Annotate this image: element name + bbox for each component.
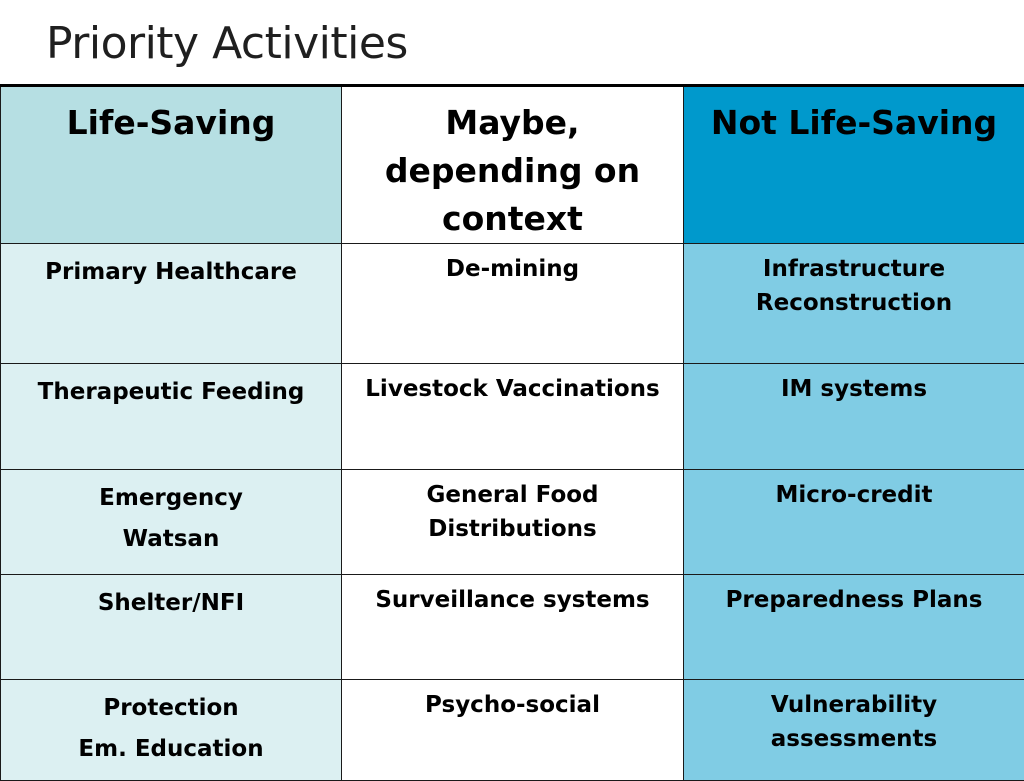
slide-title: Priority Activities bbox=[46, 18, 408, 69]
table-row bbox=[1, 244, 1024, 364]
table-row bbox=[1, 680, 1024, 781]
priority-activities-table bbox=[0, 84, 1024, 781]
cell-life-saving: Shelter/NFI bbox=[1, 575, 342, 680]
header-maybe: Maybe, depending on context bbox=[342, 86, 684, 244]
cell-not-life-saving: Preparedness Plans bbox=[684, 575, 1024, 680]
cell-maybe: General Food Distributions bbox=[342, 470, 684, 575]
cell-not-life-saving: Micro-credit bbox=[684, 470, 1024, 575]
cell-life-saving: Protection Em. Education bbox=[1, 680, 342, 781]
table-row bbox=[1, 575, 1024, 680]
table-row bbox=[1, 364, 1024, 470]
cell-life-saving: Primary Healthcare bbox=[1, 244, 342, 364]
cell-not-life-saving: Vulnerability assessments bbox=[684, 680, 1024, 781]
cell-not-life-saving: Infrastructure Reconstruction bbox=[684, 244, 1024, 364]
cell-maybe: De-mining bbox=[342, 244, 684, 364]
header-life-saving: Life-Saving bbox=[1, 86, 342, 244]
table-row bbox=[1, 470, 1024, 575]
cell-maybe: Livestock Vaccinations bbox=[342, 364, 684, 470]
cell-life-saving: Emergency Watsan bbox=[1, 470, 342, 575]
cell-maybe: Surveillance systems bbox=[342, 575, 684, 680]
cell-maybe: Psycho-social bbox=[342, 680, 684, 781]
header-not-life-saving: Not Life-Saving bbox=[684, 86, 1024, 244]
table-header-row bbox=[1, 86, 1024, 244]
cell-not-life-saving: IM systems bbox=[684, 364, 1024, 470]
cell-life-saving: Therapeutic Feeding bbox=[1, 364, 342, 470]
